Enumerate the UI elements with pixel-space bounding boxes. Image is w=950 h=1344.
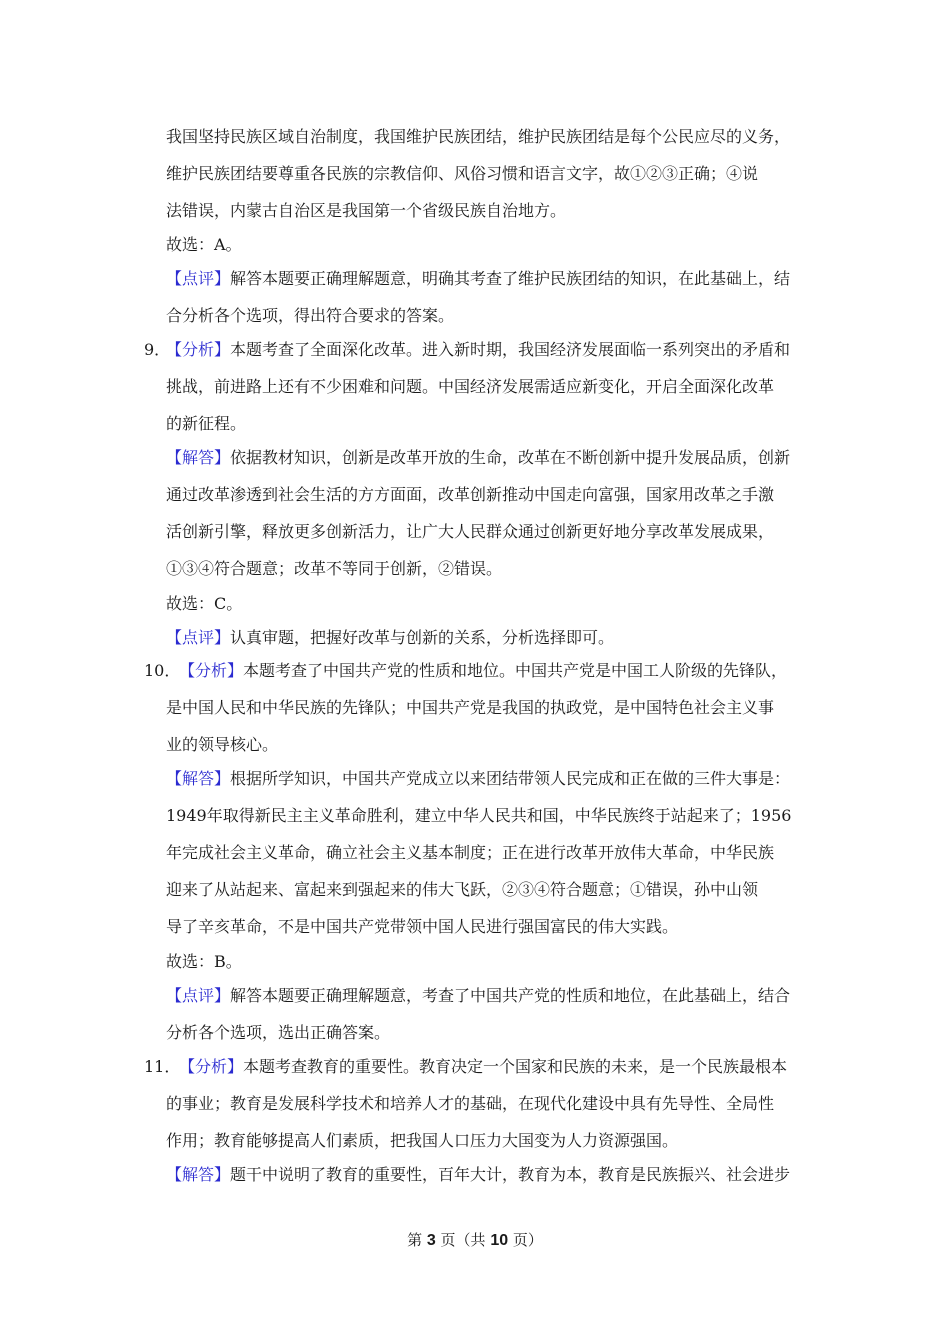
q10-answer-line-3: 年完成社会主义革命，确立社会主义基本制度；正在进行改革开放伟大革命，中华民族 [166, 843, 775, 862]
q10-number: 10． [144, 661, 181, 680]
q10-answer-line-4: 迎来了从站起来、富起来到强起来的伟大飞跃，②③④符合题意；①错误，孙中山领 [166, 880, 759, 899]
q10-review-line-2: 分析各个选项，选出正确答案。 [166, 1023, 391, 1042]
q9-choice: 故选：C。 [166, 594, 243, 613]
q11-number: 11． [144, 1057, 181, 1076]
q8-review-line-2: 合分析各个选项，得出符合要求的答案。 [166, 306, 455, 325]
q10-answer-line-2: 1949年取得新民主主义革命胜利，建立中华人民共和国，中华民族终于站起来了；1956 [166, 806, 792, 825]
page-total: 10 [490, 1232, 509, 1249]
q10-analysis-line-1: 【分析】本题考查了中国共产党的性质和地位。中国共产党是中国工人阶级的先锋队， [179, 661, 788, 680]
q10-review-line-1: 【点评】解答本题要正确理解题意，考查了中国共产党的性质和地位，在此基础上，结合 [166, 986, 791, 1005]
q8-tail-line-1: 我国坚持民族区域自治制度，我国维护民族团结，维护民族团结是每个公民应尽的义务， [166, 127, 791, 146]
q8-choice: 故选：A。 [166, 235, 242, 254]
review-tag: 【点评】 [166, 628, 231, 647]
review-tag: 【点评】 [166, 986, 231, 1005]
q9-answer-line-4: ①③④符合题意；改革不等同于创新，②错误。 [166, 559, 503, 578]
answer-tag: 【解答】 [166, 448, 231, 467]
q9-answer-line-2: 通过改革渗透到社会生活的方方面面，改革创新推动中国走向富强，国家用改革之手激 [166, 485, 775, 504]
q10-analysis-line-2: 是中国人民和中华民族的先锋队；中国共产党是我国的执政党，是中国特色社会主义事 [166, 698, 775, 717]
analysis-tag: 【分析】 [179, 1057, 244, 1076]
q9-answer-line-3: 活创新引擎，释放更多创新活力，让广大人民群众通过创新更好地分享改革发展成果， [166, 522, 775, 541]
review-tag: 【点评】 [166, 269, 231, 288]
answer-tag: 【解答】 [166, 1165, 231, 1184]
q8-review-line-1: 【点评】解答本题要正确理解题意，明确其考查了维护民族团结的知识，在此基础上，结 [166, 269, 791, 288]
answer-tag: 【解答】 [166, 769, 231, 788]
page-number: 3 [426, 1232, 436, 1249]
q10-choice: 故选：B。 [166, 952, 242, 971]
q9-answer-line-1: 【解答】依据教材知识，创新是改革开放的生命，改革在不断创新中提升发展品质，创新 [166, 448, 791, 467]
q9-review-line-1: 【点评】认真审题，把握好改革与创新的关系，分析选择即可。 [166, 628, 615, 647]
q11-analysis-line-3: 作用；教育能够提高人们素质，把我国人口压力大国变为人力资源强国。 [166, 1131, 679, 1150]
q10-answer-line-5: 导了辛亥革命，不是中国共产党带领中国人民进行强国富民的伟大实践。 [166, 917, 679, 936]
q8-tail-line-3: 法错误，内蒙古自治区是我国第一个省级民族自治地方。 [166, 201, 567, 220]
q11-answer-line-1: 【解答】题干中说明了教育的重要性，百年大计，教育为本，教育是民族振兴、社会进步 [166, 1165, 791, 1184]
q9-number: 9． [144, 340, 171, 359]
q11-analysis-line-2: 的事业；教育是发展科学技术和培养人才的基础，在现代化建设中具有先导性、全局性 [166, 1094, 775, 1113]
q10-answer-line-1: 【解答】根据所学知识，中国共产党成立以来团结带领人民完成和正在做的三件大事是： [166, 769, 791, 788]
q9-analysis-line-3: 的新征程。 [166, 414, 247, 433]
q9-analysis-line-1: 【分析】本题考查了全面深化改革。进入新时期，我国经济发展面临一系列突出的矛盾和 [166, 340, 791, 359]
q11-analysis-line-1: 【分析】本题考查教育的重要性。教育决定一个国家和民族的未来，是一个民族最根本 [179, 1057, 788, 1076]
q9-analysis-line-2: 挑战，前进路上还有不少困难和问题。中国经济发展需适应新变化，开启全面深化改革 [166, 377, 775, 396]
q8-tail-line-2: 维护民族团结要尊重各民族的宗教信仰、风俗习惯和语言文字，故①②③正确；④说 [166, 164, 759, 183]
page-footer: 第 3 页（共 10 页） [407, 1231, 543, 1249]
analysis-tag: 【分析】 [179, 661, 244, 680]
analysis-tag: 【分析】 [166, 340, 231, 359]
q10-analysis-line-3: 业的领导核心。 [166, 735, 279, 754]
